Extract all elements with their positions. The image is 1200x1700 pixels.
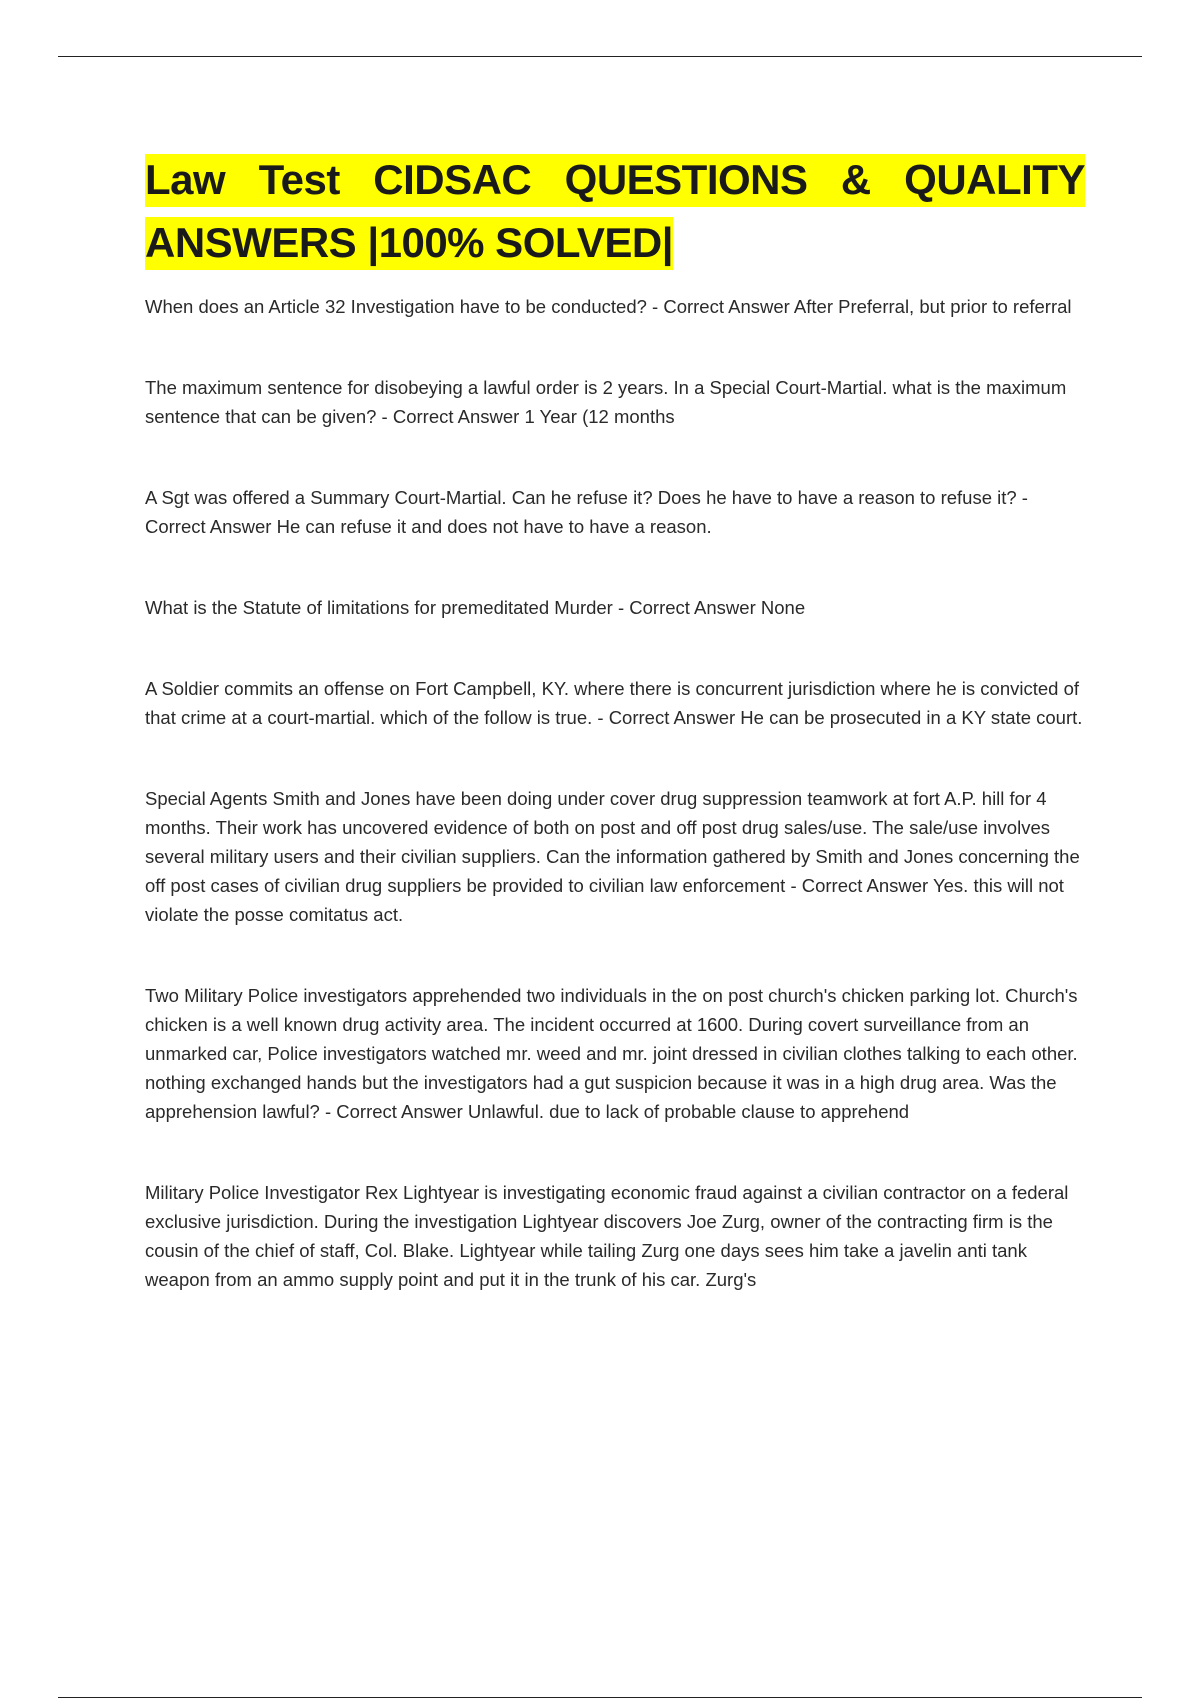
title-highlight: Law Test CIDSAC QUESTIONS & QUALITY ANSWERS |100% SOLVED|	[145, 154, 1085, 270]
qa-item: What is the Statute of limitations for premeditated Murder - Correct Answer None	[145, 597, 806, 618]
qa-item: A Sgt was offered a Summary Court-Martial. Can he refuse it? Does he have to have a reason to refuse it? - Correct Answer He can refuse it and does not have to have a reason.	[145, 487, 1028, 537]
qa-item: Military Police Investigator Rex Lightyear is investigating economic fraud against a civilian contractor on a federal exclusive jurisdiction. During the investigation Lightyear discovers Joe Zurg, owner of the contracting firm is the cousin of the chief of staff, Col. Blake. Lightyear while tailing Zurg one days sees him take a javelin anti tank weapon from an ammo supply point and put it in the trunk of his car. Zurg's	[145, 1182, 1069, 1290]
document-title	[145, 148, 1085, 274]
header-rule	[58, 56, 1142, 57]
qa-item: A Soldier commits an offense on Fort Campbell, KY. where there is concurrent jurisdiction where he is convicted of that crime at a court-martial. which of the follow is true. - Correct Answer He can be prosecuted in a KY state court.	[145, 678, 1083, 728]
qa-item: Two Military Police investigators apprehended two individuals in the on post church's chicken parking lot. Church's chicken is a well known drug activity area. The incident occurred at 1600. During covert surveillance from an unmarked car, Police investigators watched mr. weed and mr. joint dressed in civilian clothes talking to each other. nothing exchanged hands but the investigators had a gut suspicion because it was in a high drug area. Was the apprehension lawful? - Correct Answer Unlawful. due to lack of probable clause to apprehend	[145, 985, 1078, 1122]
qa-item: When does an Article 32 Investigation have to be conducted? - Correct Answer After Preferral, but prior to referral	[145, 296, 1072, 317]
footer-rule	[58, 1697, 1142, 1698]
qa-item: Special Agents Smith and Jones have been doing under cover drug suppression teamwork at fort A.P. hill for 4 months. Their work has uncovered evidence of both on post and off post drug sales/use. The sale/use involves several military users and their civilian suppliers. Can the information gathered by Smith and Jones concerning the off post cases of civilian drug suppliers be provided to civilian law enforcement - Correct Answer Yes. this will not violate the posse comitatus act.	[145, 788, 1080, 925]
qa-item: The maximum sentence for disobeying a lawful order is 2 years. In a Special Court-Martial. what is the maximum sentence that can be given? - Correct Answer 1 Year (12 months	[145, 377, 1067, 427]
document-body	[145, 148, 1085, 1346]
